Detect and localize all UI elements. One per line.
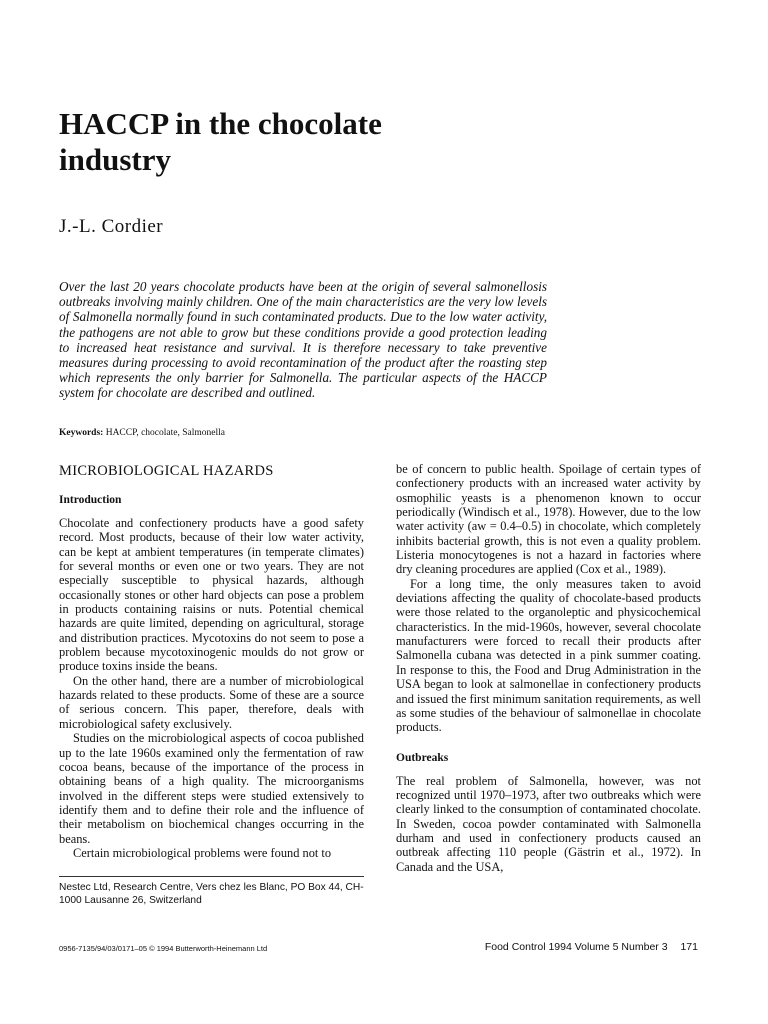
right-paragraph-3: The real problem of Salmonella, however, was not recognized until 1970–1973, after two outbreaks which were clearly linked to the consumption of contaminated chocolate. In Sweden, cocoa powder contaminated with Salmonella durham and used in confectionery products caused an outbreak affecting 110 people (Gästrin et al., 1972). In Canada and the USA,	[396, 773, 701, 874]
left-paragraph-1: Chocolate and confectionery products have a good safety record. Most products, because of their low water activity, can be kept at ambient temperatures (in temperate climates) for several months or even one or two years. They are not especially susceptible to physical hazards, although occasionally stones or other hard objects can pose a problem in products containing raisins or nuts. Potential chemical hazards are quite limited, depending on agricultural, storage and distribution practices. Mycotoxins do not seem to pose a problem because mycotoxinogenic moulds do not grow or produce toxins inside the beans.	[59, 516, 364, 674]
journal-footer	[485, 941, 698, 953]
right-paragraph-2: For a long time, the only measures taken to avoid deviations affecting the quality of chocolate-based products were those related to the organoleptic and physicochemical characteristics. In the mid-1960s, however, several chocolate manufacturers were forced to recall their products after Salmonella cubana was detected in a pink summer coating. In response to this, the Food and Drug Administration in the USA began to look at salmonellae in confectionery products and issued the first minimum sanitation requirements, as well as some studies of the behaviour of salmonellae in chocolate products.	[396, 576, 701, 735]
copyright-footer: 0956-7135/94/03/0171–05 © 1994 Butterworth-Heinemann Ltd	[59, 944, 268, 953]
left-paragraph-3: Studies on the microbiological aspects of cocoa published up to the late 1960s examined only the fermentation of raw cocoa beans, because of the importance of the process in obtaining beans of a high quality. The microorganisms involved in the different steps were studied extensively to identify them and to define their role and the influence of their metabolism on biochemical changes occurring in the beans.	[59, 731, 364, 846]
right-paragraph-1: be of concern to public health. Spoilage of certain types of confectionery products with an increased water activity by osmophilic yeasts is a phenomenon known to occur periodically (Windisch et al., 1978). However, due to the low water activity (aw = 0.4–0.5) in chocolate, which completely inhibits bacterial growth, this is not even a quality problem. Listeria monocytogenes is not a hazard in factories where dry cleaning procedures are applied (Cox et al., 1989).	[396, 462, 701, 577]
section-heading: MICROBIOLOGICAL HAZARDS	[59, 463, 274, 479]
article-title	[59, 106, 519, 178]
introduction-heading: Introduction	[59, 494, 122, 506]
right-column	[396, 462, 701, 874]
abstract: Over the last 20 years chocolate products have been at the origin of several salmonellosis outbreaks involving mainly children. One of the main characteristics are the very low levels of Salmonella normally found in such contaminated products. Due to the low water activity, the pathogens are not able to grow but these conditions provide a good protection leading to increased heat resistance and survival. It is therefore necessary to take preventive measures during processing to avoid recontamination of the product after the roasting step which represents the only barrier for Salmonella. The particular aspects of the HACCP system for chocolate are described and outlined.	[59, 279, 547, 401]
author-name: J.-L. Cordier	[59, 216, 164, 237]
title-line-1: HACCP in the chocolate	[59, 106, 382, 141]
keywords-text: HACCP, chocolate, Salmonella	[105, 428, 225, 438]
left-column	[59, 462, 364, 860]
left-paragraph-2: On the other hand, there are a number of microbiological hazards related to these products. Some of these are a source of serious concern. This paper, therefore, deals with microbiological safety exclusively.	[59, 673, 364, 731]
left-paragraph-4: Certain microbiological problems were found not to	[73, 845, 332, 860]
title-line-2: industry	[59, 142, 171, 177]
keywords-label: Keywords:	[59, 428, 104, 438]
journal-citation: Food Control 1994 Volume 5 Number 3	[484, 941, 668, 953]
outbreaks-heading: Outbreaks	[396, 751, 449, 764]
author-affiliation: Nestec Ltd, Research Centre, Vers chez les Blanc, PO Box 44, CH-1000 Lausanne 26, Switzerland	[59, 876, 364, 907]
page-number: 171	[680, 941, 698, 953]
keywords	[59, 428, 225, 438]
